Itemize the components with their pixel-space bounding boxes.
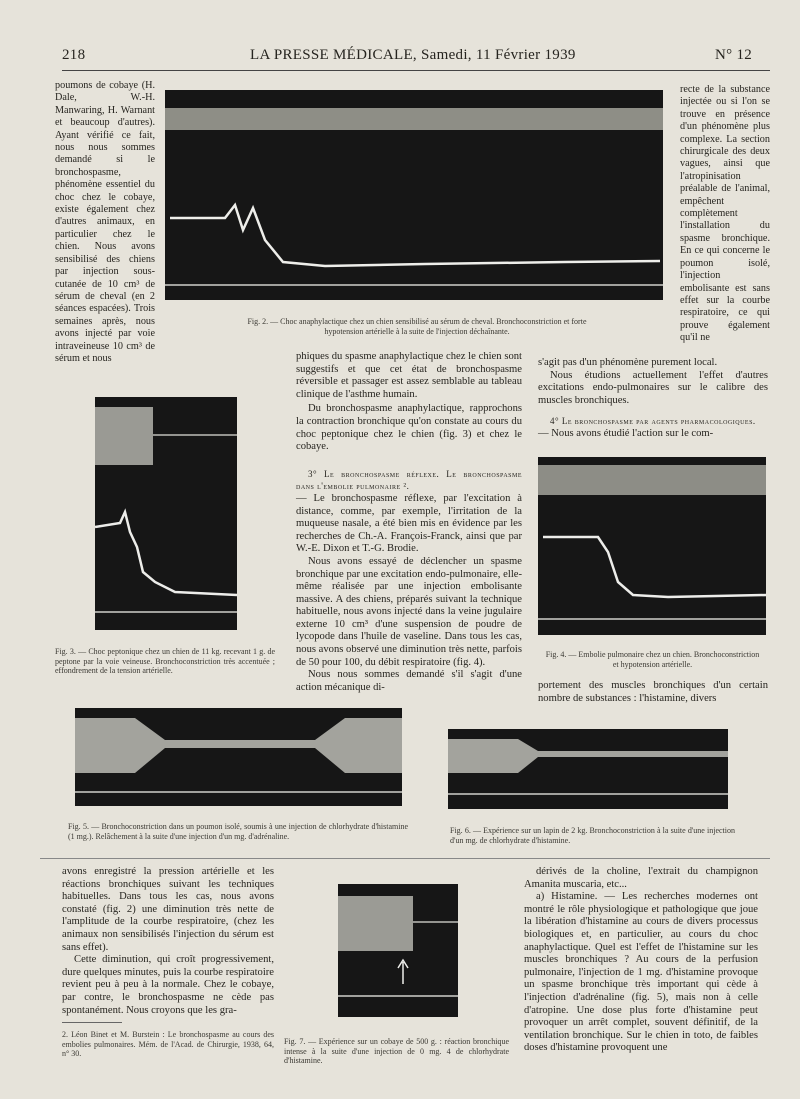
right-mid-para-4: portement des muscles bronchiques d'un certain nombre de substances : l'histamine, divers [538,680,768,704]
footnote-rule [62,1022,122,1023]
figure-4-tracing [538,457,766,635]
fig5-svg [75,708,402,806]
figure-3-tracing [95,397,237,630]
fig2-respiratory-band [165,108,663,130]
fig4-respiratory-band [538,465,766,495]
figure-5-tracing [75,708,402,806]
mid-para-1: phiques du spasme anaphylactique chez le chien sont suggestifs et que cet état de bronchospasme réversible et passager est assez semblable au tableau clinique de l'asthme humain. [296,351,522,400]
fig4-svg [538,457,766,635]
mid-para-3: — Le bronchospasme réflexe, par l'excitation à distance, comme, par exemple, l'irritation de la muqueuse nasale, a été bien mis en évidence par les recherches de Ch.-A. François-Franck, ainsi que par W.-E. Dixon et T.-G. Brodie. [296,492,522,555]
mid-para-4: Nous avons essayé de déclencher un spasme bronchique par une excitation endo-pulmonaire, elle-même réalisée par une injection embolisante massive. A des chiens, préparés suivant la technique habituelle, nous avons injecté dans la veine jugulaire externe 10 cm³ d'une suspension de poudre de lycopode dans l'huile de vaseline. Dans tous les cas, nous avons observé une diminution très nette, parfois de 50 pour 100, du débit respiratoire (fig. 4). [296,555,522,668]
mid-para-5: Nous nous sommes demandé s'il s'agit d'une action mécanique di- [296,669,522,693]
middle-column [296,351,522,694]
mid-section-heading-3: 3° Le bronchospasme réflexe. Le bronchospasme dans l'embolie pulmonaire ². [296,468,522,492]
right-middle-column [538,357,768,441]
figure-3-caption: Fig. 3. — Choc peptonique chez un chien de 11 kg. recevant 1 g. de peptone par la voie veineuse. Bronchoconstriction très accentuée ; effondrement de la tension artérielle. [55,647,275,675]
issue-number: N° 12 [715,47,753,63]
figure-4-caption: Fig. 4. — Embolie pulmonaire chez un chien. Bronchoconstriction et hypotension artérielle. [545,650,760,669]
fig4-pressure-trace [543,537,766,597]
fig6-svg [448,729,728,809]
bottom-right-column [524,866,758,1055]
fig7-injection-arrow [398,960,408,984]
fig5-respiratory-band [75,718,402,773]
fig2-svg [165,90,663,300]
right-mid-para-2: Nous étudions actuellement l'effet d'autres excitations endo-pulmonaires sur le calibre des muscles bronchiques. [538,369,768,406]
fig3-pressure-trace [95,512,237,595]
bottom-right-para-1: dérivés de la choline, l'extrait du champignon Amanita muscaria, etc... [524,866,758,890]
mid-para-2: Du bronchospasme anaphylactique, rapprochons la contraction bronchique qu'on constate au cours du choc peptonique chez le chien (fig. 3) et chez le cobaye. [296,403,522,453]
right-mid-para-3: — Nous avons étudié l'action sur le com- [538,427,714,439]
bottom-left-para-1: avons enregistré la pression artérielle et les réactions bronchiques suivant les techniques habituelles. Dans tous les cas, nous avons constaté (fig. 2) une diminution très nette de l'amplitude de la courbe respiratoire, (chez les animaux non sensibilisés l'injection du sérum est sans effet). [62,866,274,953]
footnote: 2. Léon Binet et M. Burstein : Le bronchospasme au cours des embolies pulmonaires. Mém. de l'Acad. de Chirurgie, 1938, 64, n° 30. [62,1030,274,1058]
fig3-respiratory-band [95,407,153,465]
right-mid-heading-4: 4° Le bronchospasme par agents pharmacologiques. [550,416,756,427]
section-rule [40,858,770,859]
right-column-text: recte de la substance injectée ou si l'on se trouve en présence d'un phénomène plus complexe. La section chirurgicale des deux vagues, ainsi que l'atropinisation préalable de l'animal, empêchent complètement l'installation du spasme bronchique. En ce qui concerne le poumon isolé, l'injection embolisante est sans effet sur la courbe respiratoire, ce qui prouve également qu'il ne [680,84,770,344]
figure-7-tracing [338,884,458,1017]
bottom-right-para-2: a) Histamine. — Les recherches modernes ont montré le rôle physiologique et pathologique que joue la libération d'histamine au cours de divers processus biologiques et, en particulier, au cours du choc anaphylactique. Quel est l'effet de l'histamine sur les muscles bronchiques ? Au cours de la perfusion pulmonaire, l'injection de 1 mg. d'histamine provoque un spasme bronchique très important qui cède à l'injection d'adrénaline (fig. 5), mais non à celle d'atropine. Une dose plus forte d'histamine peut provoquer un arrêt complet, souvent définitif, de la ventilation bronchique. Sur le chien in toto, de faibles doses d'histamine provoquent une [524,891,758,1054]
figure-7-caption: Fig. 7. — Expérience sur un cobaye de 500 g. : réaction bronchique intense à la suite d'une injection de 0 mg. 4 de chlorhydrate d'histamine. [284,1037,509,1065]
left-column-text: poumons de cobaye (H. Dale, W.-H. Manwaring, H. Warnant et beaucoup d'autres). Ayant vérifié ce fait, nous nous sommes demandé si le bronchospasme, phénomène essentiel du choc chez le cobaye, existe également chez d'autres animaux, en particulier chez le chien. Nous avons sensibilisé des chiens par injection sous-cutanée de 10 cm³ de sérum de cheval (en 2 séances espacées). Trois semaines après, nous avons injecté par voie intraveineuse 10 cm³ de sérum et nous [55,80,155,364]
page-number: 218 [62,47,86,63]
bottom-left-para-2: Cette diminution, qui croît progressivement, dure quelques minutes, puis la courbe respiratoire revient peu à peu à la normale. Chez le cobaye, par contre, le bronchospasme ne cède pas spontanément. Nous croyons que les gra- [62,954,274,1016]
journal-header: LA PRESSE MÉDICALE, Samedi, 11 Février 1939 [250,47,576,63]
header-rule [62,70,770,71]
fig7-svg [338,884,458,1017]
figure-6-caption: Fig. 6. — Expérience sur un lapin de 2 kg. Bronchoconstriction à la suite d'une injection d'un mg. de chlorhydrate d'histamine. [450,826,735,845]
fig3-svg [95,397,237,630]
figure-2-tracing [165,90,663,300]
fig6-respiratory-band [448,739,728,773]
bottom-left-column [62,866,274,1017]
right-mid-para-1: s'agit pas d'un phénomène purement local. [538,357,718,368]
figure-5-caption: Fig. 5. — Bronchoconstriction dans un poumon isolé, soumis à une injection de chlorhydrate d'histamine (1 mg.). Relâchement à la suite d'une injection d'un mg. d'adrénaline. [68,822,408,841]
figure-2-caption: Fig. 2. — Choc anaphylactique chez un chien sensibilisé au sérum de cheval. Bronchoconstriction et forte hypotension artérielle à la suite de l'injection déchaînante. [247,317,587,336]
fig2-pressure-trace [170,205,660,266]
figure-6-tracing [448,729,728,809]
fig7-respiratory-band [338,896,413,951]
